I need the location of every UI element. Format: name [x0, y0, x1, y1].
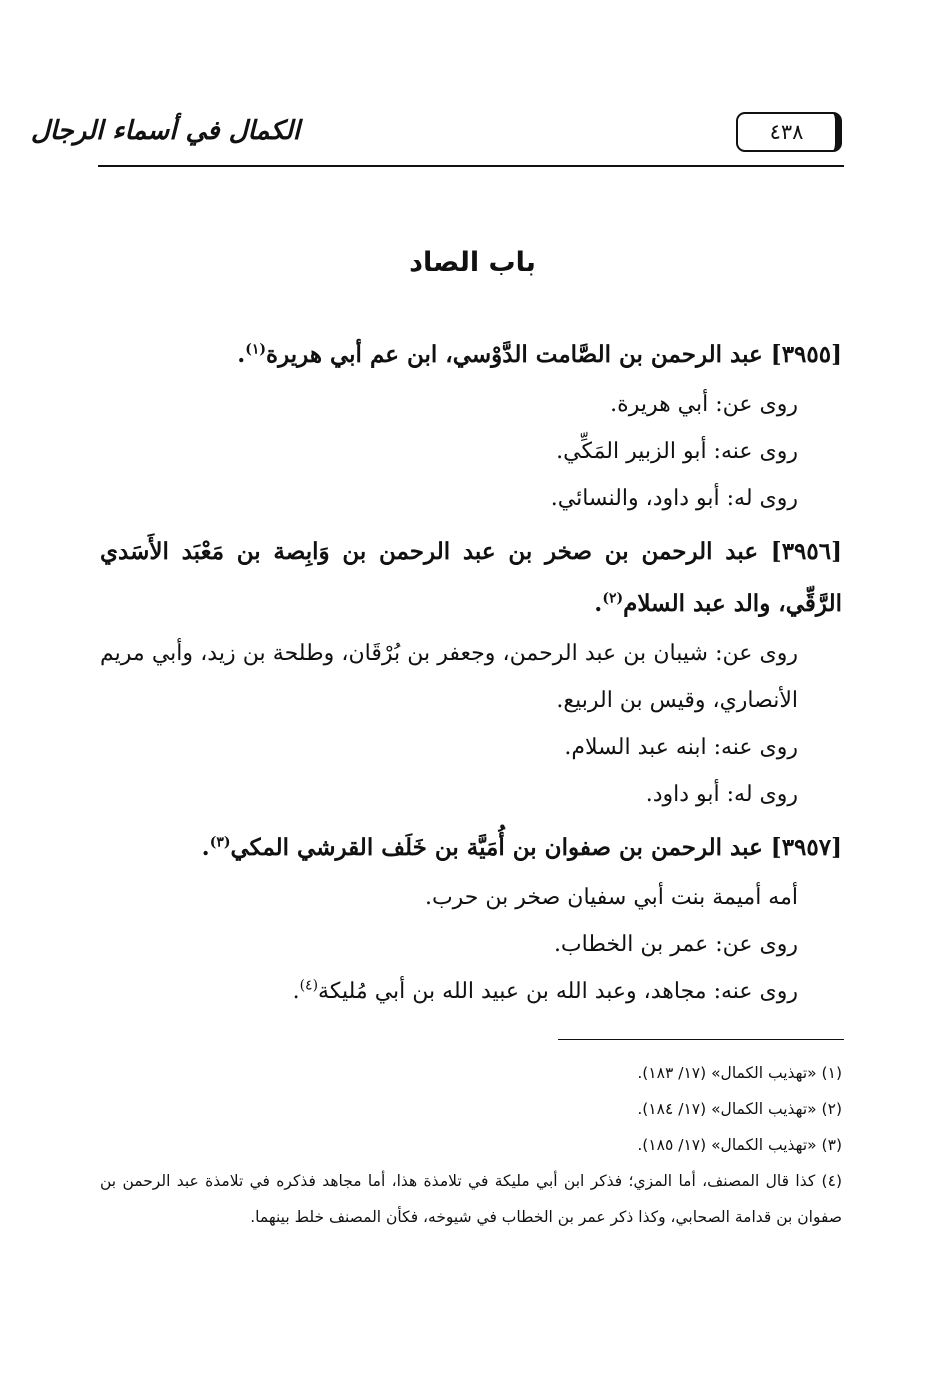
entry-line: روى عنه: أبو الزبير المَكِّي.: [556, 439, 798, 464]
footnote-ref: (٢): [602, 590, 624, 607]
section-title: باب الصاد: [409, 247, 536, 278]
entry-line: روى عن: أبي هريرة.: [610, 392, 798, 417]
entry-heading: [٣٩٥٧] عبد الرحمن بن صفوان بن أُمَيَّة بن خَلَف القرشي المكي$^{(٣)}$.: [201, 834, 842, 861]
entry-line: روى عنه: ابنه عبد السلام.: [564, 735, 798, 760]
entry-line: روى عن: شيبان بن عبد الرحمن، وجعفر بن بُرْقَان، وطلحة بن زيد، وأبي مريم الأنصاري، وقيس بن الربيع.: [100, 641, 798, 713]
running-title: الكمال في أسماء الرجال: [30, 116, 300, 146]
footnote: (٤) كذا قال المصنف، أما المزي؛ فذكر ابن أبي مليكة في تلامذة هذا، أما مجاهد فذكره في تلامذة عبد الرحمن بن صفوان بن قدامة الصحابي، وكذا ذكر عمر بن الخطاب في شيوخه، فكأن المصنف خلط بينهما.: [100, 1172, 842, 1226]
footnote-ref: (١): [245, 341, 267, 358]
footnote-ref: (٤): [299, 977, 319, 994]
entry-line: روى له: أبو داود.: [645, 782, 798, 807]
entry-heading: [٣٩٥٦] عبد الرحمن بن صخر بن عبد الرحمن بن وَابِصة بن مَعْبَد الأَسَدي الرَّقِّي، والد عبد السلام$^{(٢)}$.: [100, 538, 842, 617]
entry-line: روى عن: عمر بن الخطاب.: [553, 932, 798, 957]
entries-body: [100, 325, 842, 1015]
page-number-badge: ٤٣٨: [736, 112, 842, 152]
entry-heading: [٣٩٥٥] عبد الرحمن بن الصَّامت الدَّوْسي، ابن عم أبي هريرة$^{(١)}$.: [237, 341, 842, 368]
footnotes: [100, 1055, 842, 1235]
entry-line: أمه أميمة بنت أبي سفيان صخر بن حرب.: [424, 885, 798, 910]
footnote: (٢) «تهذيب الكمال» (١٧/ ١٨٤).: [637, 1100, 842, 1118]
entry-line: روى له: أبو داود، والنسائي.: [550, 486, 798, 511]
footnote: (١) «تهذيب الكمال» (١٧/ ١٨٣).: [637, 1064, 842, 1082]
entry-line: روى عنه: مجاهد، وعبد الله بن عبيد الله بن أبي مُليكة$^{(٤)}$.: [292, 977, 798, 1004]
footnote-ref: (٣): [209, 834, 231, 851]
footnote: (٣) «تهذيب الكمال» (١٧/ ١٨٥).: [637, 1136, 842, 1154]
header-rule: [98, 165, 844, 167]
footnote-separator: [558, 1039, 844, 1040]
